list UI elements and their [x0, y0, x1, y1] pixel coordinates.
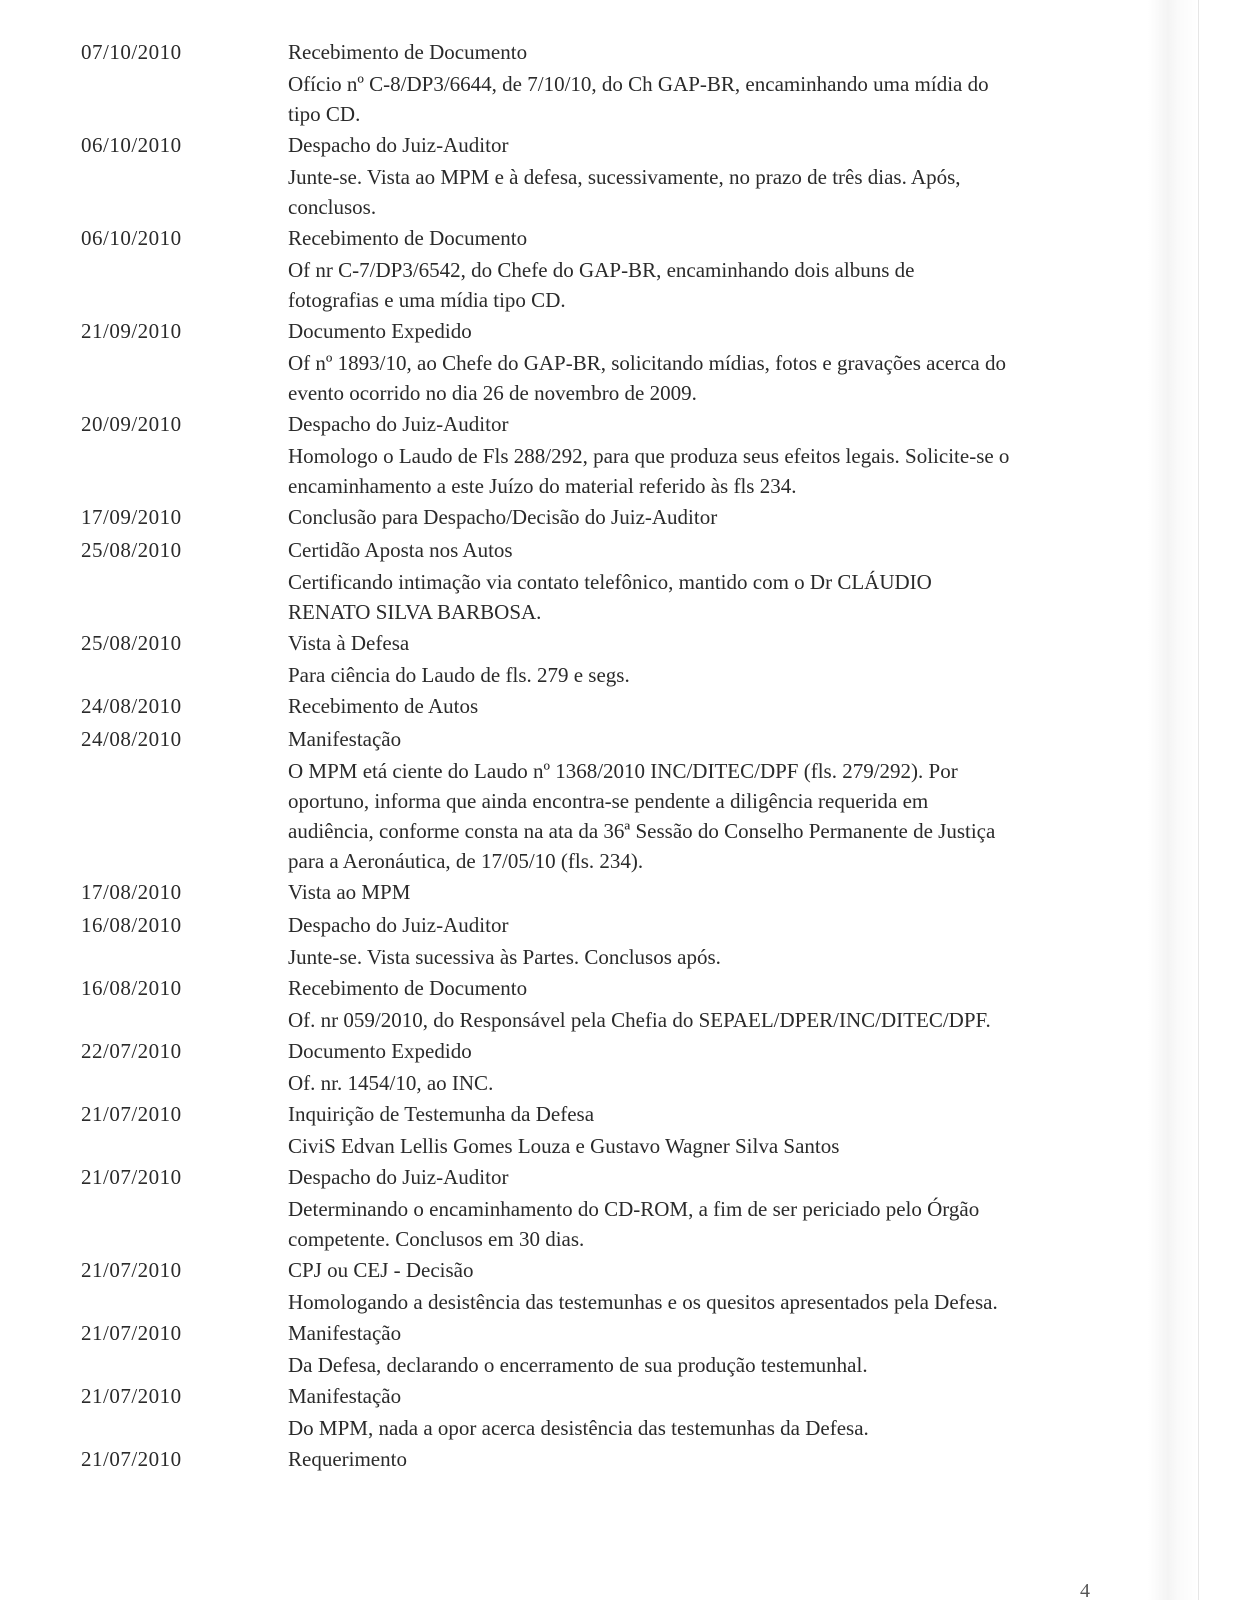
list-item [0, 408, 1130, 501]
entry-description-line: Of nº 1893/10, ao Chefe do GAP-BR, solicitando mídias, fotos e gravações acerca do [288, 351, 1006, 375]
entry-description-line: Da Defesa, declarando o encerramento de sua produção testemunhal. [288, 1353, 868, 1377]
list-item [0, 1317, 1130, 1380]
entry-description-line: Ofício nº C-8/DP3/6644, de 7/10/10, do Ch GAP-BR, encaminhando uma mídia do [288, 72, 989, 96]
entry-date: 21/07/2010 [81, 1102, 182, 1126]
entry-title: Vista ao MPM [288, 880, 411, 904]
entry-date: 16/08/2010 [81, 976, 182, 1000]
entry-title: Vista à Defesa [288, 631, 410, 655]
entry-body [288, 972, 1130, 1035]
list-item [0, 501, 1130, 534]
entry-description-line: Para ciência do Laudo de fls. 279 e segs. [288, 663, 630, 687]
entry-title: CPJ ou CEJ - Decisão [288, 1258, 474, 1282]
entry-body [288, 501, 1130, 534]
entry-title: Recebimento de Documento [288, 976, 528, 1000]
entry-title: Despacho do Juiz-Auditor [288, 412, 509, 436]
entry-body [288, 1035, 1130, 1098]
entry-title: Despacho do Juiz-Auditor [288, 1165, 509, 1189]
entry-title: Documento Expedido [288, 319, 472, 343]
entry-title: Manifestação [288, 1321, 402, 1345]
entry-date: 21/07/2010 [81, 1447, 182, 1471]
entry-description-line: conclusos. [288, 195, 377, 219]
movement-list [0, 36, 1130, 1476]
entry-description-line: oportuno, informa que ainda encontra-se pendente a diligência requerida em [288, 789, 929, 813]
entry-title: Recebimento de Documento [288, 226, 528, 250]
entry-description-line: fotografias e uma mídia tipo CD. [288, 288, 566, 312]
entry-title: Despacho do Juiz-Auditor [288, 133, 509, 157]
entry-title: Manifestação [288, 727, 402, 751]
entry-description-line: audiência, conforme consta na ata da 36ª Sessão do Conselho Permanente de Justiça [288, 819, 996, 843]
entry-date: 24/08/2010 [81, 727, 182, 751]
entry-body [288, 1380, 1130, 1443]
entry-title: Documento Expedido [288, 1039, 472, 1063]
entry-description-line: Determinando o encaminhamento do CD-ROM, a fim de ser periciado pelo Órgão [288, 1197, 980, 1221]
entry-date: 16/08/2010 [81, 913, 182, 937]
list-item [0, 972, 1130, 1035]
list-item [0, 1254, 1130, 1317]
entry-body [288, 129, 1130, 222]
entry-description-line: Of. nr 059/2010, do Responsável pela Chefia do SEPAEL/DPER/INC/DITEC/DPF. [288, 1008, 991, 1032]
entry-description-line: para a Aeronáutica, de 17/05/10 (fls. 234). [288, 849, 644, 873]
list-item [0, 690, 1130, 723]
entry-body [288, 723, 1130, 876]
page-number: 4 [1080, 1580, 1090, 1602]
list-item [0, 534, 1130, 627]
entry-date: 21/07/2010 [81, 1384, 182, 1408]
entry-body [288, 1098, 1130, 1161]
entry-body [288, 1443, 1130, 1476]
scan-edge [1148, 0, 1199, 1600]
list-item [0, 1380, 1130, 1443]
entry-body [288, 315, 1130, 408]
entry-date: 06/10/2010 [81, 133, 182, 157]
entry-body [288, 408, 1130, 501]
list-item [0, 876, 1130, 909]
entry-body [288, 876, 1130, 909]
entry-date: 22/07/2010 [81, 1039, 182, 1063]
entry-body [288, 534, 1130, 627]
entry-title: Manifestação [288, 1384, 402, 1408]
entry-description-line: competente. Conclusos em 30 dias. [288, 1227, 585, 1251]
entry-date: 21/09/2010 [81, 319, 182, 343]
entry-body [288, 1317, 1130, 1380]
entry-date: 25/08/2010 [81, 631, 182, 655]
entry-title: Despacho do Juiz-Auditor [288, 913, 509, 937]
entry-date: 17/08/2010 [81, 880, 182, 904]
entry-description-line: Junte-se. Vista ao MPM e à defesa, sucessivamente, no prazo de três dias. Após, [288, 165, 961, 189]
entry-description-line: Of nr C-7/DP3/6542, do Chefe do GAP-BR, encaminhando dois albuns de [288, 258, 915, 282]
entry-description-line: Homologando a desistência das testemunhas e os quesitos apresentados pela Defesa. [288, 1290, 998, 1314]
entry-date: 21/07/2010 [81, 1258, 182, 1282]
entry-date: 21/07/2010 [81, 1321, 182, 1345]
list-item [0, 1161, 1130, 1254]
entry-body [288, 909, 1130, 972]
entry-date: 06/10/2010 [81, 226, 182, 250]
entry-description-line: Do MPM, nada a opor acerca desistência das testemunhas da Defesa. [288, 1416, 869, 1440]
entry-description-line: RENATO SILVA BARBOSA. [288, 600, 542, 624]
entry-description-line: O MPM etá ciente do Laudo nº 1368/2010 INC/DITEC/DPF (fls. 279/292). Por [288, 759, 958, 783]
entry-title: Inquirição de Testemunha da Defesa [288, 1102, 595, 1126]
list-item [0, 315, 1130, 408]
entry-body [288, 1161, 1130, 1254]
list-item [0, 1443, 1130, 1476]
entry-description-line: Of. nr. 1454/10, ao INC. [288, 1071, 494, 1095]
entry-title: Recebimento de Documento [288, 40, 528, 64]
entry-body [288, 222, 1130, 315]
entry-date: 07/10/2010 [81, 40, 182, 64]
entry-description-line: encaminhamento a este Juízo do material referido às fls 234. [288, 474, 797, 498]
list-item [0, 222, 1130, 315]
entry-description-line: Homologo o Laudo de Fls 288/292, para que produza seus efeitos legais. Solicite-se o [288, 444, 1010, 468]
entry-body [288, 627, 1130, 690]
list-item [0, 723, 1130, 876]
entry-title: Certidão Aposta nos Autos [288, 538, 513, 562]
entry-body [288, 1254, 1130, 1317]
entry-description-line: Certificando intimação via contato telefônico, mantido com o Dr CLÁUDIO [288, 570, 932, 594]
entry-description-line: evento ocorrido no dia 26 de novembro de 2009. [288, 381, 697, 405]
list-item [0, 909, 1130, 972]
entry-description-line: Junte-se. Vista sucessiva às Partes. Conclusos após. [288, 945, 721, 969]
entry-description-line: tipo CD. [288, 102, 361, 126]
entry-title: Conclusão para Despacho/Decisão do Juiz-Auditor [288, 505, 718, 529]
entry-title: Requerimento [288, 1447, 407, 1471]
entry-date: 17/09/2010 [81, 505, 182, 529]
list-item [0, 627, 1130, 690]
list-item [0, 1035, 1130, 1098]
entry-body [288, 36, 1130, 129]
entry-body [288, 690, 1130, 723]
list-item [0, 36, 1130, 129]
list-item [0, 1098, 1130, 1161]
list-item [0, 129, 1130, 222]
entry-date: 25/08/2010 [81, 538, 182, 562]
entry-description-line: CiviS Edvan Lellis Gomes Louza e Gustavo Wagner Silva Santos [288, 1134, 840, 1158]
entry-date: 24/08/2010 [81, 694, 182, 718]
entry-date: 20/09/2010 [81, 412, 182, 436]
entry-date: 21/07/2010 [81, 1165, 182, 1189]
entry-title: Recebimento de Autos [288, 694, 479, 718]
